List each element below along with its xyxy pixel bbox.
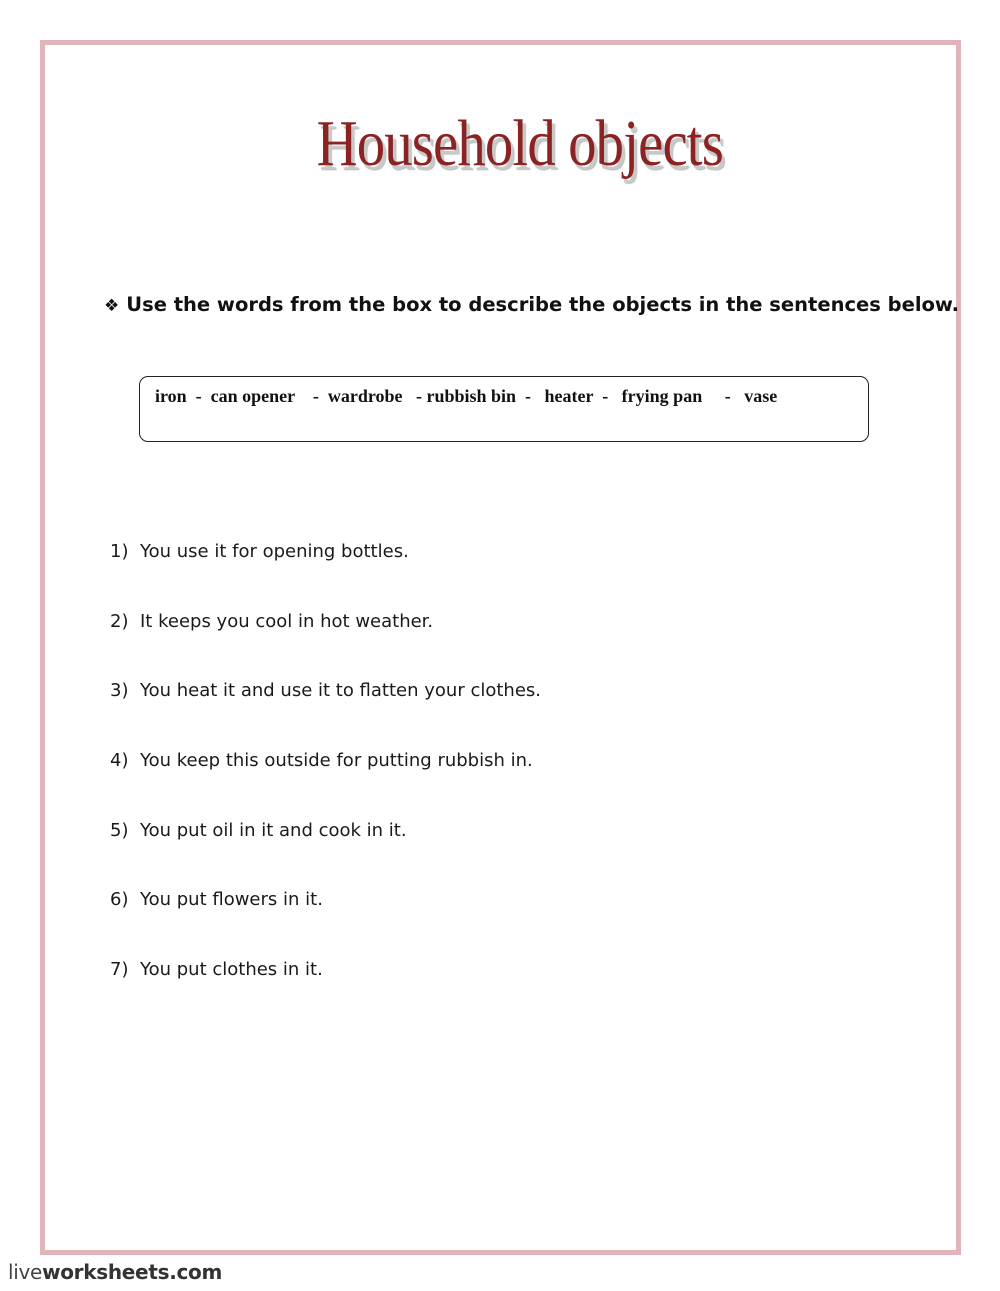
question-text: You use it for opening bottles. (140, 541, 409, 562)
logo-suffix: .com (169, 1260, 223, 1284)
question-number: 4) (110, 750, 129, 772)
worksheet-title: Household objects (316, 107, 723, 180)
question-text: You keep this outside for putting rubbish in. (140, 750, 533, 772)
question-item (110, 540, 541, 610)
question-number: 1) (110, 541, 129, 562)
diamond-bullet-icon: ❖ (104, 296, 120, 316)
question-number: 3) (110, 680, 129, 702)
question-text: It keeps you cool in hot weather. (140, 610, 434, 632)
question-number: 2) (110, 610, 129, 632)
question-item (110, 610, 541, 680)
question-text: You put clothes in it. (140, 959, 323, 981)
question-item (110, 749, 541, 819)
logo-live: live (8, 1260, 43, 1284)
word-bank-text: iron - can opener - wardrobe - rubbish bin - heater - frying pan - vase (155, 386, 778, 406)
question-list (110, 540, 541, 1028)
logo-worksheets: worksheets (42, 1260, 170, 1284)
question-item (110, 679, 541, 749)
liveworksheets-logo-link[interactable] (8, 1260, 222, 1284)
question-text: You put flowers in it. (140, 889, 323, 911)
question-text: You put oil in it and cook in it. (140, 819, 407, 841)
question-text: You heat it and use it to flatten your clothes. (140, 680, 541, 702)
question-item (110, 958, 541, 1028)
instruction (104, 293, 959, 316)
question-item (110, 888, 541, 958)
question-number: 6) (110, 889, 129, 911)
question-item (110, 819, 541, 889)
instruction-text: Use the words from the box to describe the objects in the sentences below. (126, 293, 960, 316)
question-number: 5) (110, 819, 129, 841)
question-number: 7) (110, 959, 129, 981)
